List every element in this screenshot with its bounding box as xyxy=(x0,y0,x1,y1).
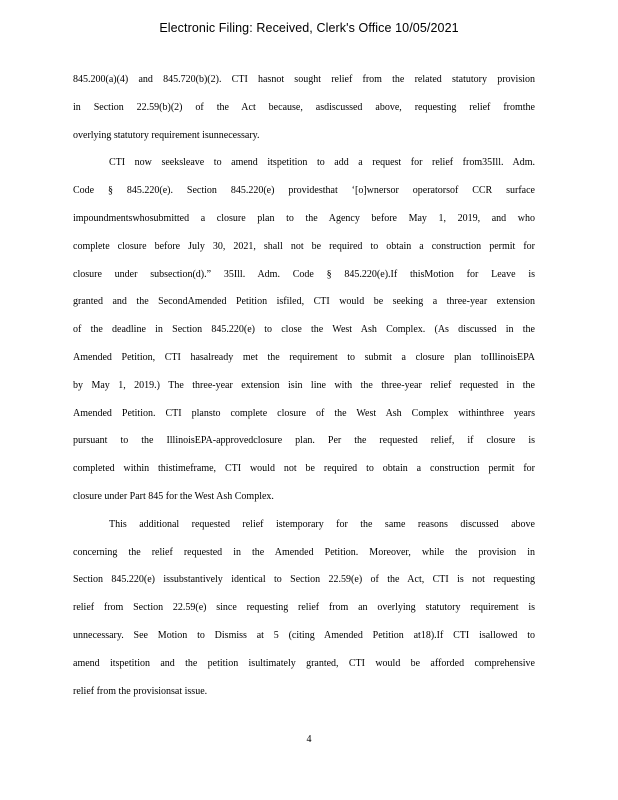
text-line: pursuant to the IllinoisEPA-approvedclosure plan. Per the requested relief, if closure is xyxy=(73,435,535,447)
text-line: This additional requested relief istemporary for the same reasons discussed above xyxy=(109,518,535,530)
text-line: closure under subsection(d).” 35Ill. Adm. Code § 845.220(e).If thisMotion for Leave is xyxy=(73,268,535,280)
text-line: completed within thistimeframe, CTI would not be required to obtain a construction permit for xyxy=(73,463,535,475)
text-line: Code § 845.220(e). Section 845.220(e) providesthat ‘[o]wnersor operatorsof CCR surface xyxy=(73,185,535,197)
text-line: relief from the provisionsat issue. xyxy=(73,685,208,697)
text-line: overlying statutory requirement isunnecessary. xyxy=(73,129,260,141)
text-line: concerning the relief requested in the Amended Petition. Moreover, while the provision in xyxy=(73,546,535,558)
text-line: Amended Petition. CTI plansto complete closure of the West Ash Complex withinthree years xyxy=(73,407,535,419)
text-line: unnecessary. See Motion to Dismiss at 5 (citing Amended Petition at18).If CTI isallowed to xyxy=(73,629,535,641)
text-line: 845.200(a)(4) and 845.720(b)(2). CTI hasnot sought relief from the related statutory provision xyxy=(73,74,535,85)
text-line: by May 1, 2019.) The three-year extension isin line with the three-year relief requested in the xyxy=(73,379,535,391)
text-line: amend itspetition and the petition isultimately granted, CTI would be afforded comprehensive xyxy=(73,657,535,669)
text-line: CTI now seeksleave to amend itspetition to add a request for relief from35Ill. Adm. xyxy=(109,157,535,169)
text-line: in Section 22.59(b)(2) of the Act because, asdiscussed above, requesting relief fromthe xyxy=(73,101,535,113)
text-line: Section 845.220(e) issubstantively identical to Section 22.59(e) of the Act, CTI is not requesting xyxy=(73,574,535,586)
text-line: Amended Petition, CTI hasalready met the requirement to submit a closure plan toIllinoisEPA xyxy=(73,351,535,363)
text-line: of the deadline in Section 845.220(e) to close the West Ash Complex. (As discussed in the xyxy=(73,324,535,336)
text-line: complete closure before July 30, 2021, shall not be required to obtain a construction permit for xyxy=(73,240,535,252)
text-line: impoundmentswhosubmitted a closure plan to the Agency before May 1, 2019, and who xyxy=(73,212,535,224)
document-body xyxy=(73,69,535,708)
filing-stamp-header: Electronic Filing: Received, Clerk's Office 10/05/2021 xyxy=(159,21,459,35)
paragraph-continuation xyxy=(73,69,535,152)
paragraph-temporary-relief xyxy=(73,514,535,709)
paragraph-leave-to-amend xyxy=(73,152,535,513)
text-line: closure under Part 845 for the West Ash Complex. xyxy=(73,490,274,502)
text-line: relief from Section 22.59(e) since requesting relief from an overlying statutory requirement is xyxy=(73,602,535,614)
text-line: granted and the SecondAmended Petition isfiled, CTI would be seeking a three-year extension xyxy=(73,296,535,308)
page-number: 4 xyxy=(306,734,312,745)
